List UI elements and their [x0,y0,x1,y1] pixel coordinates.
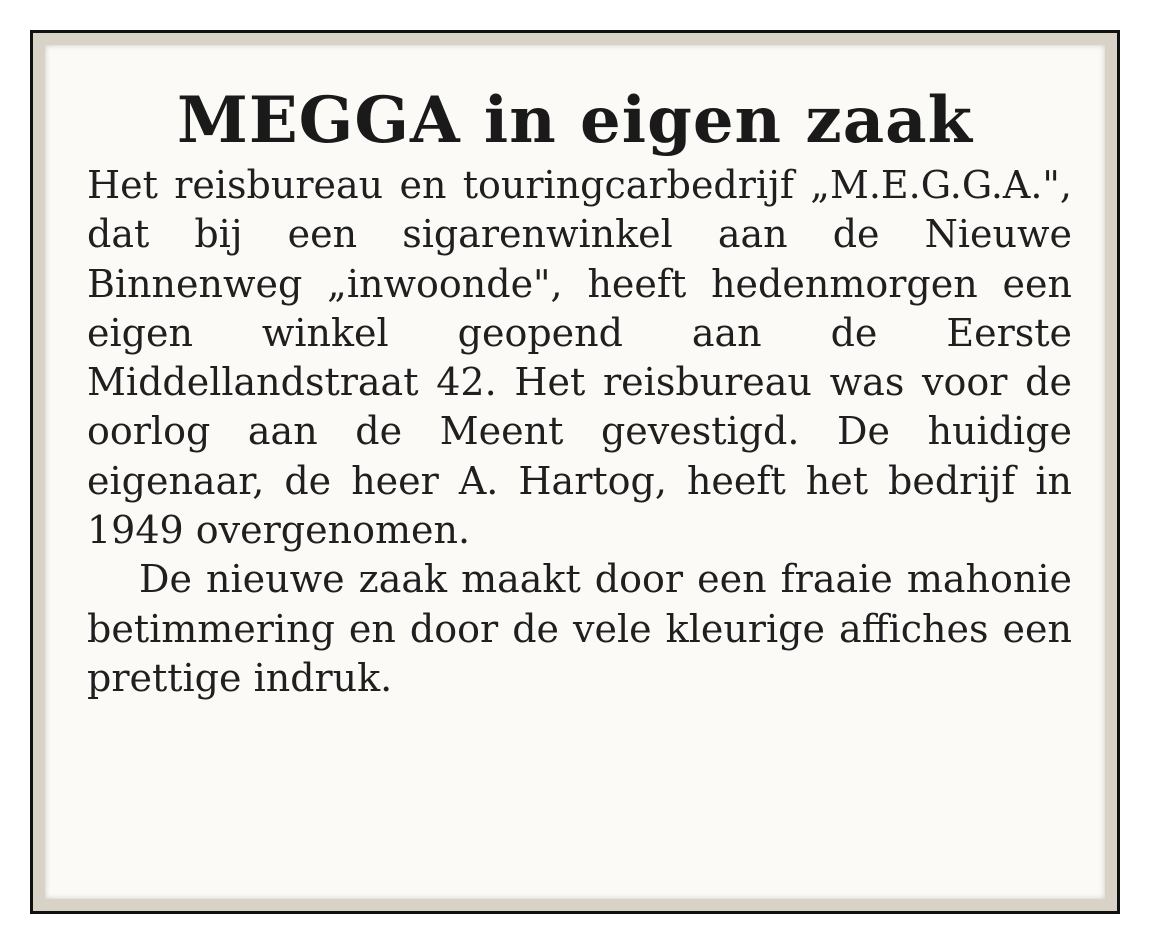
article-body [87,161,1072,703]
newspaper-clipping [45,45,1105,899]
paragraph-2: De nieuwe zaak maakt door een fraaie mahonie betimmering en door de vele kleurige affiches een prettige indruk. [87,557,1072,700]
headline: MEGGA in eigen zaak [177,83,973,158]
clipping-frame [30,30,1120,914]
paragraph-1: Het reisbureau en touringcarbedrijf „M.E.G.G.A.", dat bij een sigarenwinkel aan de Nieuwe Binnenweg „inwoonde", heeft hedenmorgen een eigen winkel geopend aan de Eerste Middellandstraat 42. Het reisbureau was voor de oorlog aan de Meent gevestigd. De huidige eigenaar, de heer A. Hartog, heeft het bedrijf in 1949 overgenomen. [87,163,1072,553]
